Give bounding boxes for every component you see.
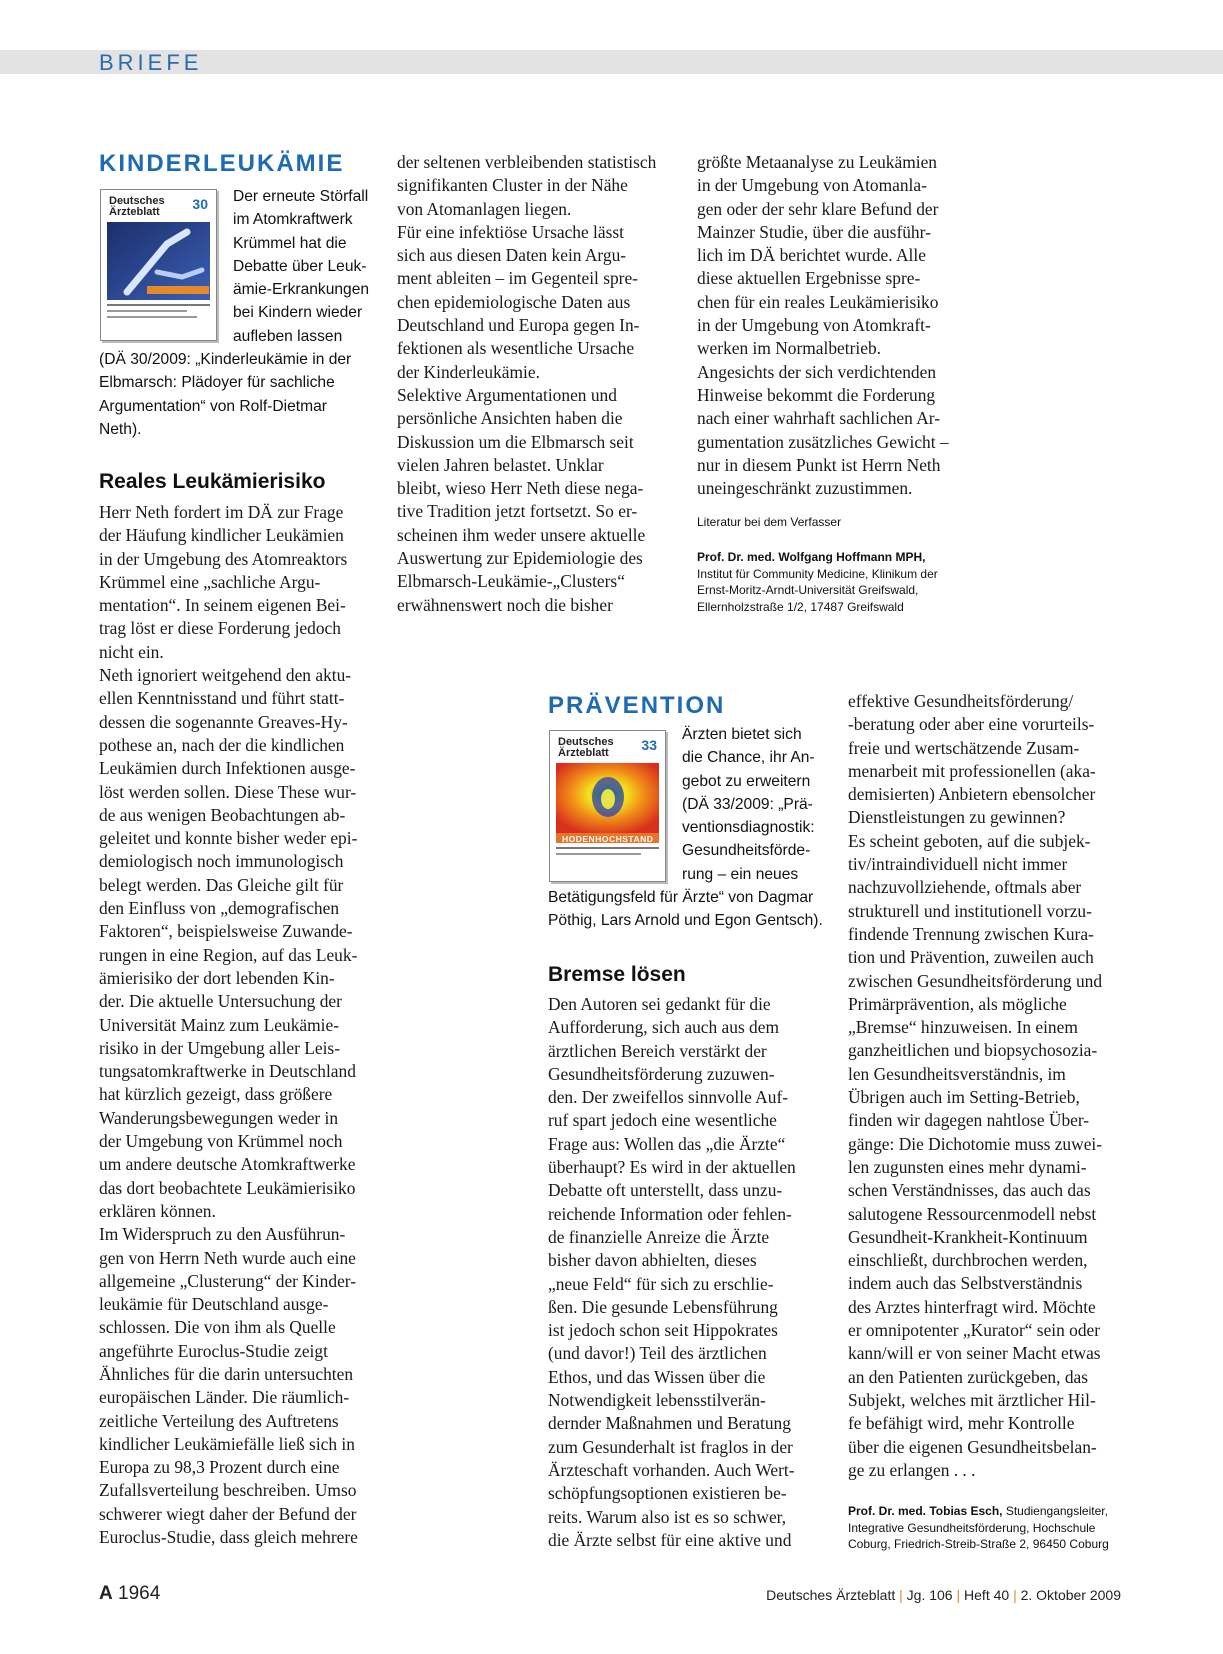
text-line: rungen in eine Region, auf das Leuk- <box>99 944 358 965</box>
text-line: chen epidemiologische Daten aus <box>397 291 631 312</box>
text-line: löst werden sollen. Diese These wur- <box>99 781 357 802</box>
text-line: Notwendigkeit lebensstilverän- <box>548 1390 766 1411</box>
text-line: Frage aus: Wollen das „die Ärzte“ <box>548 1133 786 1154</box>
letter2-heading: PRÄVENTION <box>548 692 726 719</box>
text-line: geleitet und konnte bisher weder epi- <box>99 828 358 849</box>
text-line: Übrigen auch im Setting-Betrieb, <box>848 1087 1080 1108</box>
text-line: gänge: Die Dichotomie muss zuwei- <box>848 1133 1103 1154</box>
intro-line: Argumentation“ von Rolf-Dietmar <box>99 397 327 415</box>
text-line: nicht ein. <box>99 641 164 662</box>
text-line: werken im Normalbetrieb. <box>697 338 881 359</box>
text-line: Den Autoren sei gedankt für die <box>548 994 771 1014</box>
text-line: in der Umgebung des Atomreaktors <box>99 548 348 569</box>
intro-line: Betätigungsfeld für Ärzte“ von Dagmar <box>548 889 814 906</box>
text-line: über die eigenen Gesundheitsbelan- <box>848 1436 1097 1457</box>
footer-citation: Deutsches Ärzteblatt | Jg. 106 | Heft 40 | 2. Oktober 2009 <box>766 1587 1121 1603</box>
text-line: nur in diesem Punkt ist Herrn Neth <box>697 454 941 475</box>
text-line: mentation“. In seinem eigenen Bei- <box>99 595 346 616</box>
text-line: ßen. Die gesunde Lebensführung <box>548 1296 778 1317</box>
text-line: gen von Herrn Neth wurde auch eine <box>99 1247 356 1268</box>
letter2-column-1 <box>548 993 828 1552</box>
cover-logo: Deutsches Ärzteblatt <box>558 736 614 759</box>
text-line: in der Umgebung von Atomkraft- <box>697 315 931 336</box>
letter1-column-1 <box>99 501 379 1549</box>
text-line: demiologisch noch immunologisch <box>99 851 344 872</box>
text-line: strukturell und institutionell vorzu- <box>848 900 1092 921</box>
letter2-cover <box>549 730 666 882</box>
text-line: das dort beobachtete Leukämierisiko <box>99 1177 356 1198</box>
text-line: zum Gesunderhalt ist fraglos in der <box>548 1436 793 1457</box>
text-line: salutogene Ressourcenmodell nebst <box>848 1203 1097 1224</box>
text-line: ist jedoch schon seit Hippokrates <box>548 1320 778 1341</box>
text-line: ämierisiko der dort lebenden Kin- <box>99 967 335 988</box>
text-line: Ärzteschaft vorhanden. Auch Wert- <box>548 1459 795 1480</box>
text-line: Europa zu 98,3 Prozent durch eine <box>99 1457 340 1478</box>
text-line: schen Verständnisses, das auch das <box>848 1180 1091 1201</box>
text-line: Zufallsverteilung beschreiben. Umso <box>99 1480 357 1501</box>
text-line: der Kinderleukämie. <box>397 361 540 382</box>
text-line: Ethos, und das Wissen über die <box>548 1366 766 1387</box>
text-line: Hinweise bekommt die Forderung <box>697 384 936 405</box>
text-line: schöpfungsoptionen existieren be- <box>548 1483 787 1504</box>
letter1-heading: KINDERLEUKÄMIE <box>99 150 345 177</box>
text-line: hat kürzlich gezeigt, dass größere <box>99 1084 333 1105</box>
intro-line: (DÄ 33/2009: „Prä- <box>682 795 813 813</box>
thermal-cover-icon <box>556 763 659 863</box>
intro-line: ventionsdiagnostik: <box>682 819 815 837</box>
text-line: Ähnliches für die darin untersuchten <box>99 1363 354 1384</box>
text-line: Aufforderung, sich auch aus dem <box>548 1017 780 1038</box>
text-line: erwähnenswert noch die bisher <box>397 594 613 615</box>
text-line: Elbmarsch-Leukämie-„Clusters“ <box>397 571 625 592</box>
journal-issue: Heft 40 <box>964 1587 1010 1603</box>
text-line: Euroclus-Studie, dass gleich mehrere <box>99 1527 358 1548</box>
intro-line: Der erneute Störfall <box>233 188 369 205</box>
text-line: angeführte Euroclus-Studie zeigt <box>99 1340 328 1361</box>
text-line: persönliche Ansichten haben die <box>397 408 623 429</box>
intro-line: ämie-Erkrankungen <box>233 281 370 299</box>
letter1-intro-wrap <box>233 185 373 348</box>
author-line: Integrative Gesundheitsförderung, Hochschule <box>848 1520 1096 1535</box>
text-line: ment ableiten – im Gegenteil spre- <box>397 268 638 289</box>
text-line: tiv/intraindividuell nicht immer <box>848 854 1068 875</box>
text-line: fe befähigt wird, mehr Kontrolle <box>848 1413 1075 1434</box>
text-line: de finanzielle Anreize die Ärzte <box>548 1226 770 1247</box>
text-line: effektive Gesundheitsförderung/ <box>848 691 1074 711</box>
cover-logo: Deutsches Ärzteblatt <box>109 195 165 218</box>
text-line: Faktoren“, beispielsweise Zuwande- <box>99 921 353 942</box>
text-line: Für eine infektiöse Ursache lässt <box>397 221 624 242</box>
text-line: Deutschland und Europa gegen In- <box>397 315 640 336</box>
text-line: trag löst er diese Forderung jedoch <box>99 618 341 639</box>
text-line: den. Der zweifellos sinnvolle Auf- <box>548 1087 789 1108</box>
text-line: an den Patienten zurückgeben, das <box>848 1366 1088 1387</box>
xray-cover-icon <box>107 222 210 322</box>
text-line: in der Umgebung von Atomanla- <box>697 175 927 196</box>
text-line: zwischen Gesundheitsförderung und <box>848 970 1103 991</box>
text-line: Gesundheit-Krankheit-Kontinuum <box>848 1226 1088 1247</box>
text-line: größte Metaanalyse zu Leukämien <box>697 152 937 172</box>
text-line: risiko in der Umgebung aller Leis- <box>99 1037 340 1058</box>
intro-line: rung – ein neues <box>682 865 799 883</box>
author-role: Studiengangsleiter, <box>1005 1504 1108 1518</box>
text-line: kann/will er von seiner Macht etwas <box>848 1343 1101 1364</box>
text-line: finden wir dagegen nahtlose Über- <box>848 1110 1090 1131</box>
intro-line: Debatte über Leuk- <box>233 257 367 275</box>
intro-line: Gesundheitsförde- <box>682 842 811 860</box>
text-line: -beratung oder aber eine vorurteils- <box>848 714 1095 735</box>
text-line: den Einfluss von „demografischen <box>99 898 340 919</box>
letter1-cover <box>100 189 217 341</box>
text-line: der Häufung kindlicher Leukämien <box>99 525 344 546</box>
text-line: der seltenen verbleibenden statistisch <box>397 152 657 172</box>
cover-banner: HODENHOCHSTAND <box>562 834 654 844</box>
text-line: bleibt, wieso Herr Neth diese nega- <box>397 478 644 499</box>
text-line: len Gesundheitsverständnis, im <box>848 1063 1066 1084</box>
text-line: lich im DÄ berichtet wurde. Alle <box>697 245 926 266</box>
text-line: pothese an, nach der die kindlichen <box>99 734 345 755</box>
text-line: Gesundheitsförderung zuzuwen- <box>548 1063 775 1084</box>
text-line: de aus wenigen Beobachtungen ab- <box>99 804 346 825</box>
text-line: schwerer wiegt daher der Befund der <box>99 1503 357 1524</box>
text-line: signifikanten Cluster in der Nähe <box>397 175 628 196</box>
text-line: „Bremse“ hinzuweisen. In einem <box>848 1017 1078 1038</box>
journal-volume: Jg. 106 <box>906 1587 953 1603</box>
intro-line: im Atomkraftwerk <box>233 211 353 229</box>
text-line: er omnipotenter „Kurator“ sein oder <box>848 1320 1101 1341</box>
intro-line: aufleben lassen <box>233 327 343 345</box>
cover-issue-number: 33 <box>641 737 657 753</box>
text-line: chen für ein reales Leukämierisiko <box>697 291 939 312</box>
text-line: indem auch das Selbstverständnis <box>848 1273 1083 1294</box>
text-line: Im Widerspruch zu den Ausführun- <box>99 1224 346 1245</box>
text-line: uneingeschränkt zuzustimmen. <box>697 478 913 499</box>
text-line: dessen die sogenannte Greaves-Hy- <box>99 711 348 732</box>
text-line: erklären können. <box>99 1200 216 1221</box>
text-line: ärztlichen Bereich verstärkt der <box>548 1040 767 1061</box>
author-line: Ellernholzstraße 1/2, 17487 Greifswald <box>697 599 904 614</box>
cover-issue-number: 30 <box>192 196 208 212</box>
text-line: Neth ignoriert weitgehend den aktu- <box>99 665 352 686</box>
journal-date: 2. Oktober 2009 <box>1020 1587 1121 1603</box>
letter1-intro-full <box>99 348 379 441</box>
text-line: belegt werden. Das Gleiche gilt für <box>99 874 344 895</box>
text-line: vielen Jahren belastet. Unklar <box>397 454 604 475</box>
text-line: Herr Neth fordert im DÄ zur Frage <box>99 502 344 522</box>
page-letter: A <box>99 1583 113 1604</box>
author-line: Ernst-Moritz-Arndt-Universität Greifswald, <box>697 583 919 597</box>
text-line: nach einer wahrhaft sachlichen Ar- <box>697 408 941 429</box>
intro-line: die Chance, ihr An- <box>682 749 815 767</box>
text-line: Leukämien durch Infektionen ausge- <box>99 758 356 779</box>
text-line: europäischen Länder. Die räumlich- <box>99 1387 350 1408</box>
letter1-author-block <box>697 549 977 615</box>
text-line: ruf spart jedoch eine wesentliche <box>548 1110 777 1131</box>
text-line: Selektive Argumentationen und <box>397 384 617 405</box>
text-line: ganzheitlichen und biopsychosozia- <box>848 1040 1098 1061</box>
text-line: „neue Feld“ für sich zu erschlie- <box>548 1273 774 1294</box>
text-line: Wanderungsbewegungen weder in <box>99 1107 339 1128</box>
text-line: schlossen. Die von ihm als Quelle <box>99 1317 336 1338</box>
letter2-column-2 <box>848 690 1128 1482</box>
text-line: Auswertung zur Epidemiologie des <box>397 548 643 569</box>
text-line: kindlicher Leukämiefälle ließ sich in <box>99 1433 355 1454</box>
section-title: BRIEFE <box>99 50 203 75</box>
text-line: Es scheint geboten, auf die subjek- <box>848 830 1091 851</box>
text-line: sich aus diesen Daten kein Argu- <box>397 245 627 266</box>
letter1-column-2 <box>397 151 677 617</box>
text-line: Angesichts der sich verdichtenden <box>697 361 937 382</box>
text-line: dernder Maßnahmen und Beratung <box>548 1413 791 1434</box>
text-line: zeitliche Verteilung des Auftretens <box>99 1410 339 1431</box>
intro-line: (DÄ 30/2009: „Kinderleukämie in der <box>99 351 352 368</box>
text-line: reichende Information oder fehlen- <box>548 1203 792 1224</box>
text-line: Mainzer Studie, über die ausführ- <box>697 221 931 242</box>
intro-line: Elbmarsch: Plädoyer für sachliche <box>99 374 335 392</box>
text-line: nachzuvollziehende, oftmals aber <box>848 877 1082 898</box>
intro-line: gebot zu erweitern <box>682 772 811 790</box>
text-line: Subjekt, welches mit ärztlicher Hil- <box>848 1389 1096 1410</box>
page-number <box>99 1583 160 1605</box>
author-line: Coburg, Friedrich-Streib-Straße 2, 96450 Coburg <box>848 1537 1109 1551</box>
text-line: tion und Prävention, zuweilen auch <box>848 947 1094 968</box>
text-line: Debatte oft unterstellt, dass unzu- <box>548 1180 783 1201</box>
author-line: Institut für Community Medicine, Klinikum der <box>697 566 938 581</box>
text-line: ge zu erlangen . . . <box>848 1459 976 1480</box>
text-line: bisher davon abhielten, dieses <box>548 1250 757 1271</box>
text-line: Primärprävention, als mögliche <box>848 993 1067 1014</box>
text-line: fektionen als wesentliche Ursache <box>397 338 635 359</box>
text-line: einschließt, durchbrochen werden, <box>848 1250 1088 1271</box>
text-line: allgemeine „Clusterung“ der Kinder- <box>99 1270 357 1291</box>
text-line: tive Tradition jetzt fortsetzt. So er- <box>397 501 638 522</box>
journal-name: Deutsches Ärzteblatt <box>766 1587 896 1603</box>
author-name: Prof. Dr. med. Wolfgang Hoffmann MPH, <box>697 550 926 564</box>
text-line: reits. Warum also ist es so schwer, <box>548 1506 787 1527</box>
intro-line: Ärzten bietet sich <box>682 726 802 743</box>
intro-line: bei Kindern wieder <box>233 304 363 322</box>
text-line: (und davor!) Teil des ärztlichen <box>548 1343 767 1364</box>
text-line: der. Die aktuelle Untersuchung der <box>99 991 342 1012</box>
text-line: um andere deutsche Atomkraftwerke <box>99 1154 356 1175</box>
intro-line: Pöthig, Lars Arnold und Egon Gentsch). <box>548 912 823 930</box>
text-line: überhaupt? Es wird in der aktuellen <box>548 1157 796 1178</box>
text-line: des Arztes hinterfragt wird. Möchte <box>848 1296 1096 1317</box>
text-line: scheinen ihm weder unsere aktuelle <box>397 524 646 545</box>
text-line: Universität Mainz zum Leukämie- <box>99 1014 340 1035</box>
text-line: ellen Kenntnisstand und führt statt- <box>99 688 345 709</box>
letter2-intro-wrap <box>682 723 822 886</box>
intro-line: Neth). <box>99 420 142 438</box>
text-line: Diskussion um die Elbmarsch seit <box>397 431 634 452</box>
author-name: Prof. Dr. med. Tobias Esch, <box>848 1504 1003 1518</box>
letter2-author-block <box>848 1503 1138 1553</box>
letter2-subheading: Bremse lösen <box>548 963 686 986</box>
letter1-column-3 <box>697 151 977 500</box>
text-line: menarbeit mit professionellen (aka- <box>848 760 1096 781</box>
text-line: tungsatomkraftwerke in Deutschland <box>99 1061 356 1082</box>
text-line: der Umgebung von Krümmel noch <box>99 1131 343 1152</box>
page-number-value: 1964 <box>118 1583 161 1604</box>
text-line: freie und wertschätzende Zusam- <box>848 737 1080 758</box>
literature-note: Literatur bei dem Verfasser <box>697 515 842 529</box>
text-line: demisierten) Anbietern ebensolcher <box>848 784 1096 805</box>
letter1-subheading: Reales Leukämierisiko <box>99 470 326 493</box>
text-line: von Atomanlagen liegen. <box>397 198 572 219</box>
text-line: len zugunsten eines mehr dynami- <box>848 1156 1087 1177</box>
text-line: diese aktuellen Ergebnisse spre- <box>697 268 921 289</box>
text-line: gen oder der sehr klare Befund der <box>697 198 939 219</box>
text-line: findende Trennung zwischen Kura- <box>848 923 1094 944</box>
intro-line: Krümmel hat die <box>233 234 347 252</box>
text-line: Krümmel eine „sachliche Argu- <box>99 571 321 592</box>
text-line: leukämie für Deutschland ausge- <box>99 1294 329 1315</box>
text-line: die Ärzte selbst für eine aktive und <box>548 1529 792 1550</box>
text-line: gumentation zusätzliches Gewicht – <box>697 431 949 452</box>
letter2-intro-full <box>548 886 838 933</box>
text-line: Dienstleistungen zu gewinnen? <box>848 807 1066 828</box>
